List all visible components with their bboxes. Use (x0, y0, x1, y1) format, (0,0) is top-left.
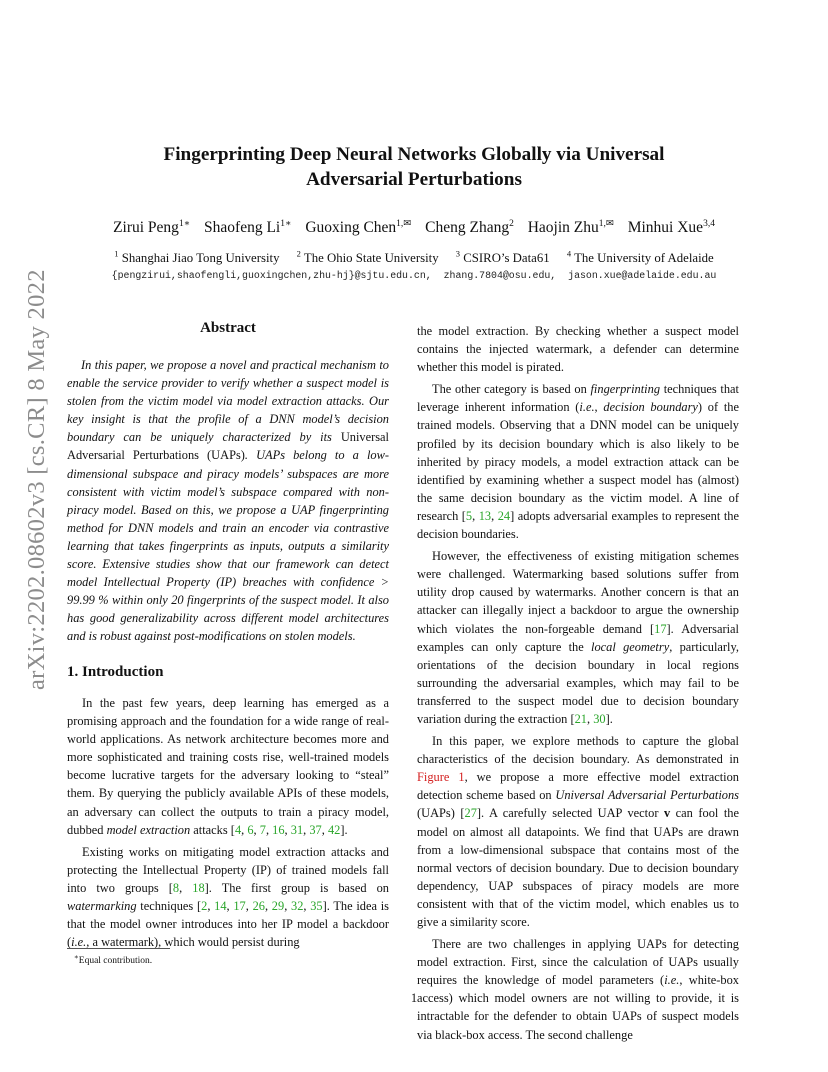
citation-link[interactable]: 16 (272, 822, 285, 837)
affiliation (114, 251, 279, 265)
email-address: {pengzirui,shaofengli,guoxingchen,zhu-hj}@sjtu.edu.cn, (111, 270, 432, 281)
affiliation-name: The University of Adelaide (574, 251, 714, 266)
text-run: ) of the trained models. Observing that a DNN model can be uniquely profiled by its decision boundary which is also likely to be inherited by piracy models, a model extraction attack can be identified by examining whether a suspect model has (almost) the same decision boundary as the victim model. A line of research [ (417, 400, 739, 523)
left-column-body (67, 694, 389, 951)
text-run: ]. A carefully selected UAP vector (476, 806, 664, 821)
emphasis-text: i.e. (664, 973, 680, 988)
author-marker: 1∗ (280, 219, 292, 229)
text-run: Existing works on mitigating model extraction attacks and protecting the Intellectual Property (IP) of trained models fall into two groups [ (67, 844, 389, 895)
author-marker: 3,4 (703, 219, 715, 229)
text-run: , (303, 822, 310, 837)
abstract-heading: Abstract (200, 320, 256, 336)
text-run: , (284, 899, 292, 914)
figure-reference-link[interactable]: Figure 1 (417, 770, 465, 785)
footnote-marker: ∗ (74, 953, 79, 961)
text-run: attacks [ (190, 822, 235, 837)
emphasis-text: fingerprinting (590, 382, 661, 397)
text-run: , we propose a more effective model extraction detection scheme based on (417, 770, 739, 803)
author-name: Shaofeng Li (204, 219, 281, 237)
text-run: , (264, 899, 272, 914)
emphasis-text: watermarking (67, 899, 137, 914)
author (628, 219, 715, 236)
text-run: , (472, 508, 479, 523)
citation-link[interactable]: 21 (574, 711, 587, 726)
citation-link[interactable]: 27 (464, 806, 477, 821)
author (528, 219, 614, 236)
citation-link[interactable]: 14 (214, 899, 227, 914)
text-run: There are two challenges in applying UAPs for detecting model extraction. First, since the calculation of UAPs usually requires the knowledge of model parameters ( (417, 937, 739, 988)
text-run: , (303, 899, 311, 914)
citation-link[interactable]: 2 (201, 899, 208, 914)
citation-link[interactable]: 6 (247, 822, 254, 837)
author-marker: 1,✉ (598, 219, 614, 229)
text-run: ]. (605, 711, 613, 726)
text-run: ]. Adversarial examples can only capture the (417, 621, 739, 654)
text-run: In this paper, we propose a novel and practical mechanism to enable the service provider to verify whether a suspect model is stolen from the victim model via model extraction attacks. Our key insight is that the profile of a DNN model’s decision boundary can be uniquely characterized by its (67, 358, 389, 445)
affiliation-name: The Ohio State University (303, 251, 439, 266)
citation-link[interactable]: 30 (593, 711, 606, 726)
text-run: , (245, 899, 253, 914)
text-run: , (586, 711, 594, 726)
emphasis-text: decision boundary (603, 400, 698, 415)
affiliation (297, 251, 439, 265)
text-run: However, the effectiveness of existing mitigation schemes were challenged. Watermarking based solutions suffer from utility drop caused by watermarks. Another concern is that an attacker can illegally inject a backdoor to argue the ownership which violates the non-forgeable demand [ (417, 549, 739, 636)
text-run: ]. The idea is that the model owner introduces into her IP model a backdoor ( (67, 899, 389, 950)
paper-title-line-1: Fingerprinting Deep Neural Networks Globally via Universal (163, 144, 665, 165)
citation-link[interactable]: 17 (654, 621, 667, 636)
citation-link[interactable]: 37 (309, 822, 322, 837)
author-marker: 2 (509, 219, 514, 229)
body-paragraph (417, 380, 739, 543)
bold-symbol: v (663, 806, 671, 821)
emphasis-text: Universal Adversarial Perturbations (555, 788, 740, 803)
citation-link[interactable]: 13 (478, 508, 492, 523)
emphasis-text: model extraction (106, 822, 191, 837)
affiliation-list (60, 249, 768, 266)
text-run: . UAPs belong to a low-dimensional subspace and piracy models’ subspaces are more consistent with victim model’s subspace compared with non-piracy model. Based on this, we propose a UAP fingerprinting method for DNN models and train an encoder via contrastive learning that takes fingerprints as inputs, outputs a similarity score. Extensive studies show that our framework can detect model Intellectual Property (IP) breaches with confidence > 99.99 % within only 20 fingerprints of the suspect model. It also has good generalizability across different model architectures and is robust against post-modifications on stolen models. (67, 448, 389, 644)
citation-link[interactable]: 29 (271, 899, 285, 914)
text-run: , (321, 822, 328, 837)
text-run: ]. The first group is based on (204, 880, 389, 895)
text-run: , (207, 899, 215, 914)
author-name: Haojin Zhu (527, 219, 599, 237)
page-number: 1 (410, 991, 418, 1005)
body-paragraph (417, 935, 739, 1044)
citation-link[interactable]: 31 (290, 822, 304, 837)
citation-link[interactable]: 5 (465, 508, 473, 523)
affiliation-marker: 2 (296, 249, 301, 259)
affiliation-marker: 4 (566, 249, 572, 259)
email-address: zhang.7804@osu.edu, (443, 270, 557, 281)
footnote-text: Equal contribution. (78, 956, 153, 967)
text-run: , a watermark), which would persist during (86, 935, 300, 950)
text-run: , (253, 822, 260, 837)
citation-link[interactable]: 18 (192, 880, 205, 895)
citation-link[interactable]: 26 (252, 899, 265, 914)
citation-link[interactable]: 8 (172, 880, 180, 895)
email-list (60, 270, 768, 281)
citation-link[interactable]: 35 (310, 899, 323, 914)
text-run: , (226, 899, 234, 914)
body-paragraph (417, 322, 739, 376)
citation-link[interactable]: 4 (234, 822, 242, 837)
body-paragraph (417, 732, 739, 931)
footnote-rule (67, 948, 170, 949)
emphasis-text: local geometry (591, 639, 670, 654)
body-paragraph (67, 843, 389, 952)
upright-text: Universal Adversarial Perturbations (UAPs) (67, 430, 389, 463)
emphasis-text: i.e. (71, 935, 87, 950)
citation-link[interactable]: 32 (291, 899, 304, 914)
footnote (74, 953, 152, 966)
text-run: , (491, 508, 498, 523)
arxiv-identifier: arXiv:2202.08602v3 [cs.CR] 8 May 2022 (23, 269, 50, 690)
text-run: techniques that leverage inherent information ( (417, 382, 739, 415)
citation-link[interactable]: 17 (233, 899, 246, 914)
text-run: , (594, 400, 604, 415)
author-marker: 1∗ (178, 219, 191, 229)
text-run: can fool the model on almost all datapoints. We find that UAPs are drawn from a low-dimensional subspace that contains most of the normal vectors of decision boundary. Due to decision boundary dependency, UAP subspaces of piracy models are more consistent with that of the victim model, which enables us to give a similarity score. (417, 806, 739, 929)
author (425, 219, 514, 236)
body-paragraph (67, 694, 389, 839)
affiliation-marker: 1 (114, 249, 119, 259)
text-run: The other category is based on (432, 382, 591, 397)
paper-title (90, 142, 738, 192)
author-marker: 1,✉ (396, 219, 412, 229)
text-run: (UAPs) [ (417, 806, 465, 821)
affiliation-name: Shanghai Jiao Tong University (121, 251, 280, 266)
affiliation-marker: 3 (455, 249, 461, 259)
text-run: In this paper, we explore methods to capture the global characteristics of the decision boundary. As demonstrated in (417, 734, 739, 767)
author (113, 219, 190, 236)
author-list (60, 218, 768, 237)
text-run: techniques [ (136, 899, 202, 914)
author (204, 219, 291, 236)
author (305, 219, 411, 236)
text-run: , (265, 822, 273, 837)
citation-link[interactable]: 42 (327, 822, 341, 837)
text-run: , (284, 822, 291, 837)
affiliation-name: CSIRO’s Data61 (463, 251, 550, 266)
text-run: ]. (340, 822, 348, 837)
author-name: Guoxing Chen (305, 219, 397, 237)
text-run: the model extraction. By checking whether a suspect model contains the injected watermark, a defender can determine whether this model is pirated. (417, 324, 739, 375)
abstract-text (67, 356, 389, 646)
text-run: , particularly, orientations of the decision boundary in local regions surrounding the adversarial examples, which may fail to be transferred to the suspect model due to decision boundary variation during the extraction [ (417, 639, 739, 726)
paper-title-line-2: Adversarial Perturbations (306, 169, 522, 190)
author-name: Minhui Xue (627, 219, 704, 237)
citation-link[interactable]: 7 (259, 822, 266, 837)
emphasis-text: i.e. (579, 400, 595, 415)
citation-link[interactable]: 24 (497, 508, 511, 523)
text-run: , (241, 822, 248, 837)
text-run: , (179, 880, 193, 895)
text-run: In the past few years, deep learning has emerged as a promising approach and the foundation for a wide range of real-world applications. As network architecture becomes more and more sophisticated and training costs rise, well-trained models become lucrative targets for the adversary looking to “steal” them. By querying the publicly available APIs of these models, an adversary can collect the outputs to train a piracy model, dubbed (67, 696, 389, 837)
text-run: ] adopts adversarial examples to represent the decision boundaries. (417, 508, 739, 542)
text-run: , white-box access) which model owners are not willing to provide, it is intractable for the defender to obtain UAPs of suspect models via black-box access. The second challenge (417, 973, 740, 1042)
right-column-body (417, 322, 739, 1044)
author-name: Cheng Zhang (425, 219, 510, 237)
author-name: Zirui Peng (113, 219, 179, 237)
introduction-heading: 1. Introduction (67, 664, 164, 680)
body-paragraph (417, 547, 739, 728)
email-address: jason.xue@adelaide.edu.au (568, 270, 717, 281)
affiliation (567, 251, 714, 265)
affiliation (456, 251, 550, 265)
